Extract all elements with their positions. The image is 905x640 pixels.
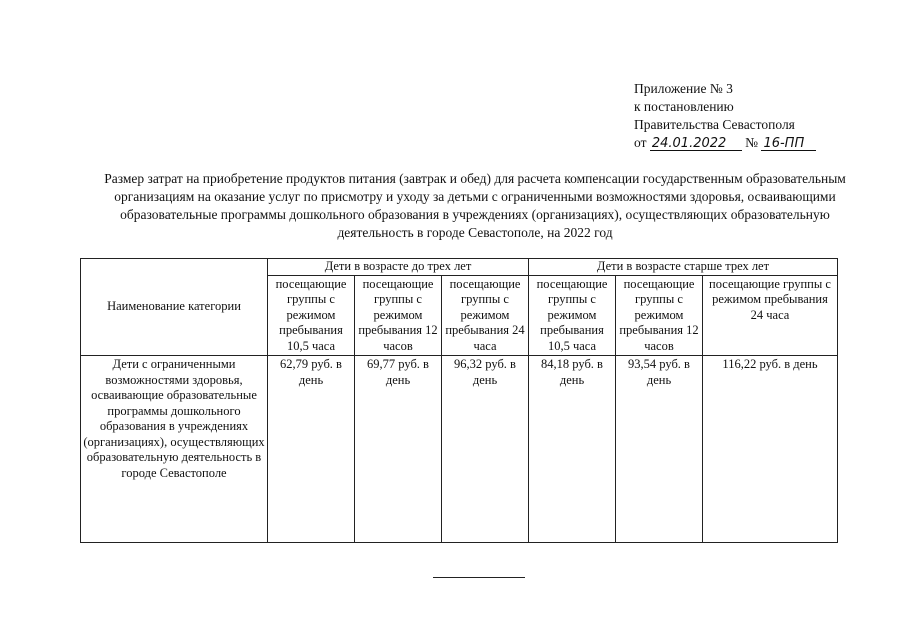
group-header-under3: Дети в возрасте до трех лет — [268, 259, 529, 276]
cost-table — [80, 258, 838, 543]
column-header: посещающие группы с режимом пребывания 12 часов — [616, 275, 703, 356]
appendix-resolution: к постановлению — [634, 99, 734, 114]
value-cell: 84,18 руб. в день — [529, 356, 616, 543]
column-header: посещающие группы с режимом пребывания 12 часов — [355, 275, 442, 356]
appendix-date-line — [634, 134, 816, 153]
value-cell: 96,32 руб. в день — [442, 356, 529, 543]
from-label: от — [634, 135, 647, 150]
value-cell: 93,54 руб. в день — [616, 356, 703, 543]
value-cell: 116,22 руб. в день — [703, 356, 838, 543]
appendix-number: Приложение № 3 — [634, 81, 733, 96]
appendix-header — [634, 80, 816, 153]
column-header: посещающие группы с режимом пребывания 24 часа — [442, 275, 529, 356]
header-row-groups — [81, 259, 838, 276]
value-cell: 69,77 руб. в день — [355, 356, 442, 543]
document-title: Размер затрат на приобретение продуктов питания (завтрак и обед) для расчета компенсации государственным образовательным организациям на оказание услуг по присмотру и уходу за детьми с ограниченными возможностями здоровья, осваивающими образовательные программы дошкольного образования в учреждениях (организациях), осуществляющих образовательную деятельность в городе Севастополе, на 2022 год — [104, 171, 846, 240]
value-cell: 62,79 руб. в день — [268, 356, 355, 543]
appendix-government: Правительства Севастополя — [634, 117, 795, 132]
category-header: Наименование категории — [81, 259, 268, 356]
table-row — [81, 356, 838, 543]
column-header: посещающие группы с режимом пребывания 10,5 часа — [268, 275, 355, 356]
category-cell: Дети с ограниченными возможностями здоровья, осваивающие образовательные программы дошкольного образования в учреждениях (организациях), осуществляющих образовательную деятельность в городе Севастополе — [81, 356, 268, 543]
column-header: посещающие группы с режимом пребывания 24 часа — [703, 275, 838, 356]
group-header-over3: Дети в возрасте старше трех лет — [529, 259, 838, 276]
column-header: посещающие группы с режимом пребывания 10,5 часа — [529, 275, 616, 356]
footer-divider — [433, 577, 525, 578]
handwritten-date: 24.01.2022 — [651, 136, 727, 151]
number-label: № — [745, 135, 759, 150]
handwritten-number: 16-ПП — [763, 136, 805, 151]
